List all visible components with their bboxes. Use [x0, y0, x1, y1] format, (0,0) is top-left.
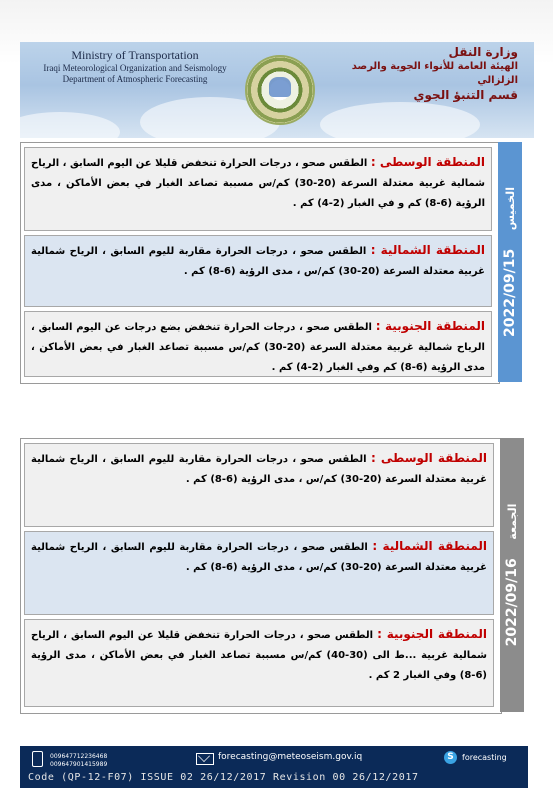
region-name: المنطقة الوسطى :	[370, 155, 485, 169]
department-name-en: Department of Atmospheric Forecasting	[62, 74, 208, 85]
forecast-day-name: الجمعة	[506, 503, 519, 540]
ministry-name-ar: وزارة النقل	[448, 45, 518, 59]
cloud-decoration	[20, 112, 120, 138]
region-north	[24, 235, 492, 307]
region-central	[24, 443, 494, 527]
day-date-band	[498, 142, 522, 382]
header-english	[40, 48, 230, 86]
organization-name-en: Iraqi Meteorological Organization and Seismology	[43, 63, 227, 73]
region-forecast-text: الطقس صحو ، درجات الحرارة مقاربة لليوم السابق ، الرياح شمالية غربية معتدلة السرعة (20-30) كم/س ، مدى الرؤية (6-8) كم .	[31, 542, 487, 573]
phone-icon	[32, 751, 43, 767]
region-name: المنطقة الشمالية :	[372, 539, 488, 553]
document-code-line: Code (QP-12-F07) ISSUE 02 26/12/2017 Revision 00 26/12/2017	[28, 772, 419, 783]
day-date-label	[502, 187, 518, 337]
region-south	[24, 311, 492, 377]
forecast-date: 2022/09/15	[502, 248, 518, 337]
region-forecast-text: الطقس صحو ، درجات الحرارة تنخفض بضع درجات عن اليوم السابق ، الرياح شمالية غربية معتدلة السرعة (20-30) كم/س مسببة تصاعد الغبار في بعض الأماكن ، مدى الرؤية (6-8) كم وفي الغبار (2-4) كم .	[31, 322, 485, 373]
day-date-label	[504, 504, 520, 647]
organization-name-ar: الهيئة العامة للأنواء الجوية والرصد الزلزالي	[351, 61, 518, 86]
phone-numbers	[50, 753, 107, 769]
region-forecast-text: الطقس صحو ، درجات الحرارة مقاربة لليوم السابق ، الرياح شمالية غربية معتدلة السرعة (20-30) كم/س ، مدى الرؤية (6-8) كم .	[31, 454, 487, 485]
cloud-decoration	[320, 102, 480, 138]
letterhead-banner	[20, 42, 534, 138]
logo-emblem	[245, 55, 315, 125]
region-name: المنطقة الوسطى :	[370, 451, 487, 465]
mail-icon	[196, 753, 214, 765]
logo-globe-icon	[269, 77, 291, 97]
region-forecast-text: الطقس صحو ، درجات الحرارة تنخفض قليلا عن اليوم السابق ، الرياح شمالية غربية معتدلة السرعة (20-30) كم/س مسببة تصاعد الغبار في بعض الأماكن ، مدى الرؤية (6-8) كم و في الغبار (2-4) كم .	[31, 158, 485, 209]
day-forecast-box	[20, 142, 500, 384]
day-forecast-box	[20, 438, 502, 714]
region-north	[24, 531, 494, 615]
region-south	[24, 619, 494, 707]
skype-handle[interactable]: forecasting	[462, 753, 507, 762]
phone-number: 009647712236468	[50, 753, 108, 760]
phone-number: 009647901415989	[50, 761, 108, 768]
region-name: المنطقة الشمالية :	[370, 243, 486, 257]
region-forecast-text: الطقس صحو ، درجات الحرارة تنخفض قليلا عن اليوم السابق ، الرياح شمالية غربية ...ط الى (30-40) كم/س مسببة تصاعد الغبار في بعض الأماكن ، مدى الرؤية (6-8) وفي الغبار 2 كم .	[31, 630, 487, 681]
region-name: المنطقة الجنوبية :	[375, 319, 485, 333]
skype-icon: S	[444, 751, 457, 764]
ministry-name-en: Ministry of Transportation	[71, 48, 199, 62]
region-name: المنطقة الجنوبية :	[377, 627, 487, 641]
header-arabic	[348, 44, 518, 103]
forecast-date: 2022/09/16	[504, 558, 520, 647]
region-forecast-text: الطقس صحو ، درجات الحرارة مقاربة لليوم السابق ، الرياح شمالية غربية معتدلة السرعة (20-30) كم/س ، مدى الرؤية (6-8) كم .	[31, 246, 485, 277]
footer-bar	[20, 746, 528, 788]
forecast-day-name: الخميس	[504, 187, 517, 231]
region-central	[24, 147, 492, 231]
day-date-band	[500, 438, 524, 712]
department-name-ar: قسم التنبؤ الجوي	[413, 88, 518, 103]
email-link[interactable]: forecasting@meteoseism.gov.iq	[218, 752, 363, 762]
